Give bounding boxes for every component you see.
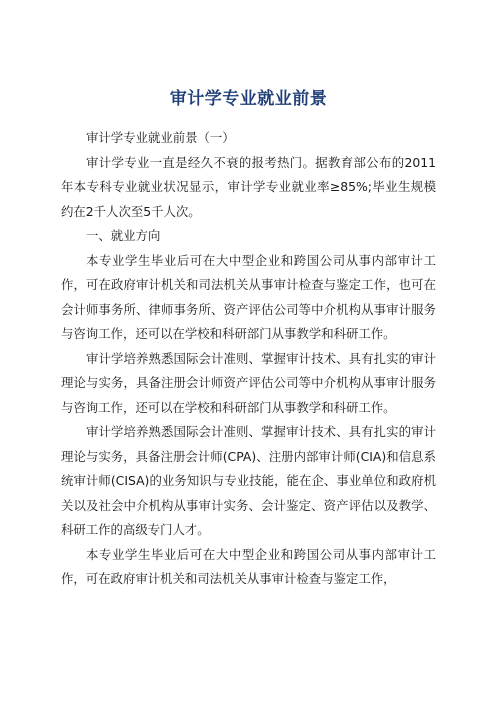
subsection-heading: 一、就业方向 [86, 228, 161, 243]
paragraph-intro: 审计学专业一直是经久不衰的报考热门。据教育部公布的2011年本专科专业就业状况显示，审计学专业就业率≥85%;毕业生规模约在2千人次至5千人次。 [61, 154, 436, 219]
document-title: 审计学专业就业前景 [169, 89, 328, 109]
section-heading: 审计学专业就业前景（一） [86, 130, 235, 145]
paragraph-career-direction: 本专业学生毕业后可在大中型企业和跨国公司从事内部审计工作，可在政府审计机关和司法机关从事审计检查与鉴定工作，也可在会计师事务所、律师事务所、资产评估公司等中介机构从事审计服务与咨询工作，还可以在学校和科研部门从事教学和科研工作。 [61, 252, 436, 341]
paragraph-training-2: 审计学培养熟悉国际会计准则、掌握审计技术、具有扎实的审计理论与实务，具备注册会计师(CPA)、注册内部审计师(CIA)和信息系统审计师(CISA)的业务知识与专业技能，能在企、事业单位和政府机关以及社会中介机构从事审计实务、会计鉴定、资产评估以及教学、科研工作的高级专门人才。 [61, 424, 436, 537]
paragraph-training-1: 审计学培养熟悉国际会计准则、掌握审计技术、具有扎实的审计理论与实务，具备注册会计师资产评估公司等中介机构从事审计服务与咨询工作，还可以在学校和科研部门从事教学和科研工作。 [61, 350, 436, 415]
paragraph-career-repeat: 本专业学生毕业后可在大中型企业和跨国公司从事内部审计工作，可在政府审计机关和司法机关从事审计检查与鉴定工作， [61, 546, 436, 586]
